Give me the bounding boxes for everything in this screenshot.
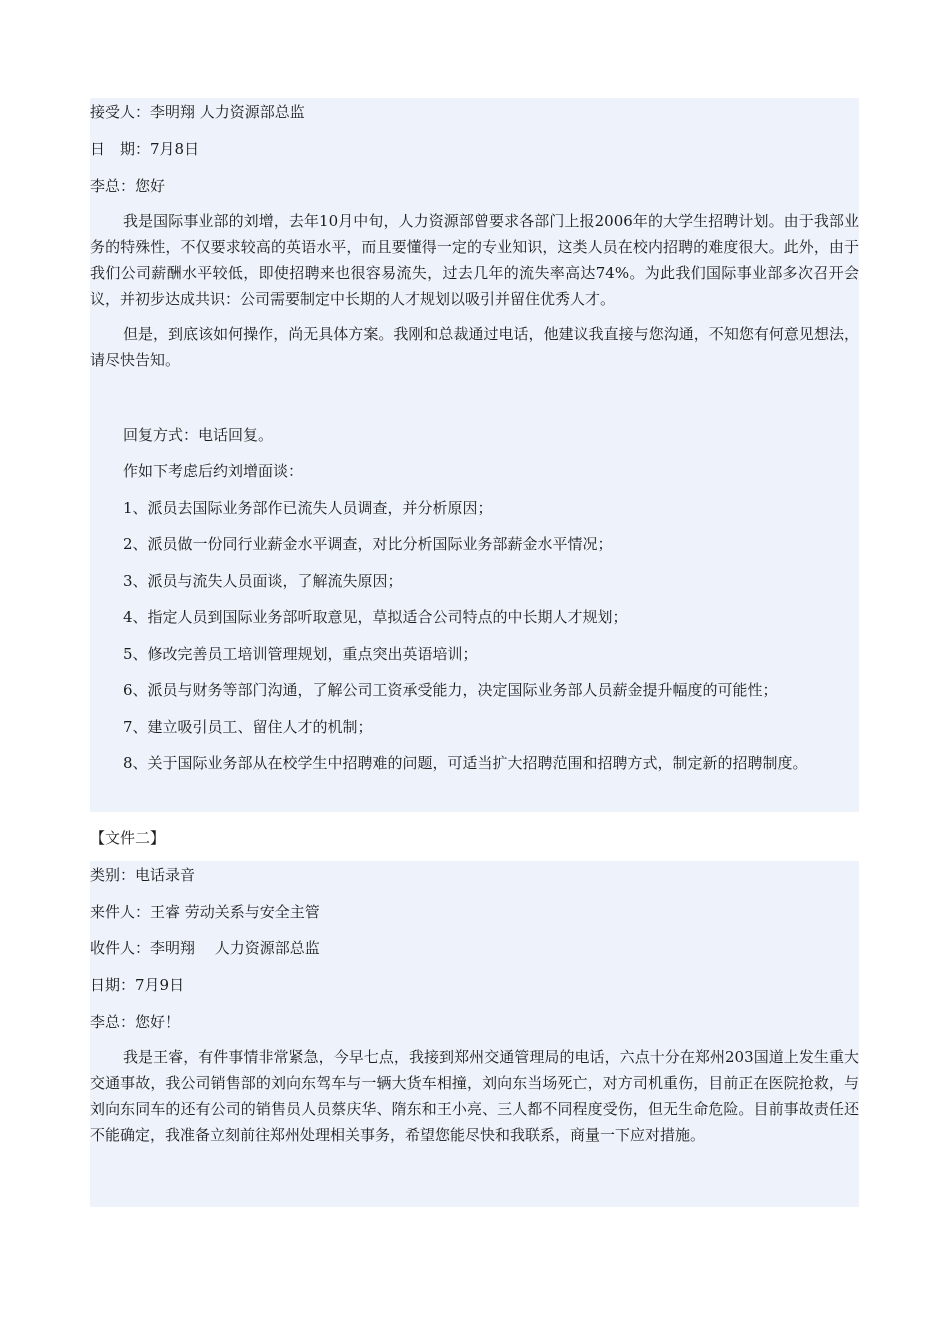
section-heading-file2: 【文件二】	[90, 829, 166, 847]
plan-item: 1、派员去国际业务部作已流失人员调查，并分析原因；	[123, 499, 493, 517]
reply-method: 回复方式：电话回复。	[123, 426, 274, 444]
plan-item: 2、派员做一份同行业薪金水平调查，对比分析国际业务部薪金水平情况；	[123, 535, 613, 553]
plan-item: 7、建立吸引员工、留住人才的机制；	[123, 718, 373, 736]
plan-item: 8、关于国际业务部从在校学生中招聘难的问题，可适当扩大招聘范围和招聘方式，制定新的招聘制度。	[123, 754, 808, 772]
plan-item: 6、派员与财务等部门沟通，了解公司工资承受能力，决定国际业务部人员薪金提升幅度的可能性；	[123, 681, 778, 699]
receiver-line: 收件人：李明翔 人力资源部总监	[90, 939, 320, 957]
plan-item: 5、修改完善员工培训管理规划，重点突出英语培训；	[123, 645, 478, 663]
plan-item: 3、派员与流失人员面谈，了解流失原因；	[123, 572, 403, 590]
body-paragraph: 我是王睿，有件事情非常紧急，今早七点，我接到郑州交通管理局的电话，六点十分在郑州203国道上发生重大交通事故，我公司销售部的刘向东驾车与一辆大货车相撞，刘向东当场死亡，对方司机重伤，目前正在医院抢救，与刘向东同车的还有公司的销售员人员蔡庆华、隋东和王小亮、三人都不同程度受伤，但无生命危险。目前事故责任还不能确定，我准备立刻前往郑州处理相关事务，希望您能尽快和我联系，商量一下应对措施。	[90, 1048, 859, 1144]
receiver-line: 接受人：李明翔 人力资源部总监	[90, 103, 305, 121]
body-paragraph-2: 但是，到底该如何操作，尚无具体方案。我刚和总裁通过电话，他建议我直接与您沟通，不知您有何意见想法，请尽快告知。	[90, 325, 859, 369]
file1-panel	[90, 98, 859, 812]
date-line: 日期：7月9日	[90, 976, 185, 994]
sender-line: 来件人：王睿 劳动关系与安全主管	[90, 903, 320, 921]
category-line: 类别：电话录音	[90, 866, 196, 884]
date-line: 日 期：7月8日	[90, 140, 200, 158]
greeting-line: 李总：您好！	[90, 1013, 181, 1031]
plan-item: 4、指定人员到国际业务部听取意见，草拟适合公司特点的中长期人才规划；	[123, 608, 628, 626]
plan-intro: 作如下考虑后约刘增面谈：	[123, 462, 304, 480]
greeting-line: 李总：您好	[90, 177, 166, 195]
body-paragraph-1: 我是国际事业部的刘增，去年10月中旬，人力资源部曾要求各部门上报2006年的大学生招聘计划。由于我部业务的特殊性，不仅要求较高的英语水平，而且要懂得一定的专业知识，这类人员在校内招聘的难度很大。此外，由于我们公司薪酬水平较低，即使招聘来也很容易流失，过去几年的流失率高达74%。为此我们国际事业部多次召开会议，并初步达成共识：公司需要制定中长期的人才规划以吸引并留住优秀人才。	[90, 212, 859, 308]
